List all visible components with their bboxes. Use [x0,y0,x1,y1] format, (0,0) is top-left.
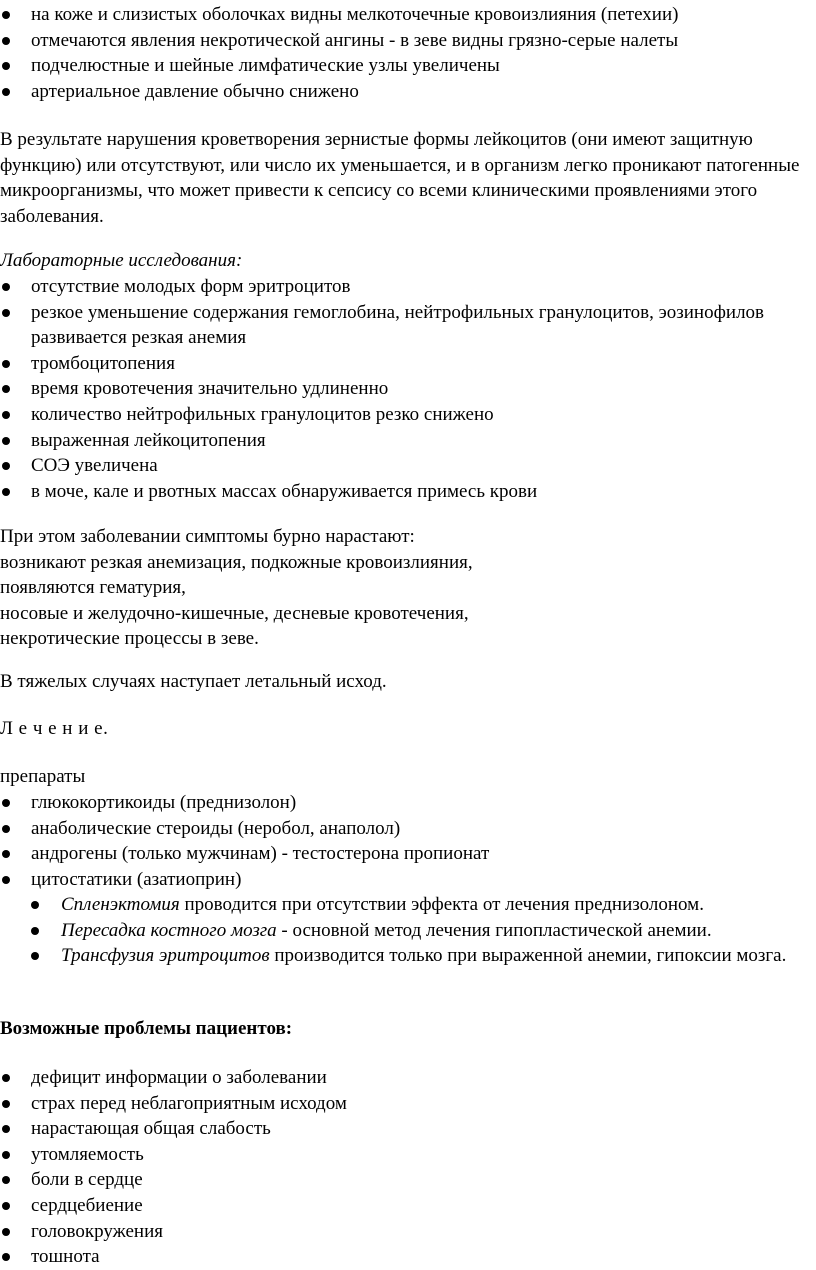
list-item [30,918,812,944]
text-line: носовые и желудочно-кишечные, десневые кровотечения, [0,602,469,624]
list-item: артериальное давление обычно снижено [0,79,812,105]
procedure-description: - основной метод лечения гипопластической анемии. [276,919,712,941]
procedure-description: производится только при выраженной анемии, гипоксии мозга. [269,945,787,967]
leukocytes-paragraph: В результате нарушения кроветворения зернистые формы лейкоцитов (они имеют защитную функцию) или отсутствуют, или число их уменьшается, и в организм легко проникают патогенные микроорганизмы, что может привести к сепсису со всеми клиническими проявлениями этого заболевания. [0,129,800,227]
text-line: некротические процессы в зеве. [0,628,259,650]
list-item: андрогены (только мужчинам) - тестостерона пропионат [0,841,812,867]
list-item: количество нейтрофильных гранулоцитов резко снижено [0,402,812,428]
list-item: дефицит информации о заболевании [0,1065,812,1091]
drugs-label: препараты [0,766,86,787]
procedure-term: Трансфузия эритроцитов [61,945,270,967]
list-item: подчелюстные и шейные лимфатические узлы увеличены [0,53,812,79]
list-item: анаболические стероиды (неробол, анаполол) [0,816,812,842]
list-item: время кровотечения значительно удлиненно [0,376,812,402]
list-item: страх перед неблагоприятным исходом [0,1091,812,1117]
list-item: на коже и слизистых оболочках видны мелкоточечные кровоизлияния (петехии) [0,2,812,28]
treatment-heading: Л е ч е н и е. [0,718,109,739]
list-item: отмечаются явления некротической ангины - в зеве видны грязно-серые налеты [0,28,812,54]
list-item: выраженная лейкоцитопения [0,428,812,454]
patient-problems-heading: Возможные проблемы пациентов: [0,1018,293,1039]
drugs-list [0,790,812,892]
list-item: нарастающая общая слабость [0,1116,812,1142]
procedure-term: Пересадка костного мозга [61,919,277,941]
symptoms-paragraph [0,524,812,652]
patient-problems-list [0,1065,812,1270]
list-item: глюкокортикоиды (преднизолон) [0,790,812,816]
list-item: резкое уменьшение содержания гемоглобина, нейтрофильных гранулоцитов, эозинофилов развивается резкая анемия [0,300,812,351]
list-item: головокружения [0,1219,812,1245]
list-item [30,892,812,918]
list-item: сердцебиение [0,1193,812,1219]
list-item: цитостатики (азатиоприн) [0,867,812,893]
list-item: отсутствие молодых форм эритроцитов [0,274,812,300]
lab-tests-list [0,274,812,504]
list-item: утомляемость [0,1142,812,1168]
procedure-term: Спленэктомия [61,894,180,915]
lab-tests-heading: Лабораторные исследования: [0,250,243,271]
symptoms-bullet-list [0,2,812,104]
list-item: боли в сердце [0,1167,812,1193]
procedures-list [30,892,812,969]
text-line: возникают резкая анемизация, подкожные кровоизлияния, [0,551,473,573]
list-item: тромбоцитопения [0,351,812,377]
text-line: При этом заболевании симптомы бурно нарастают: [0,526,415,547]
list-item: тошнота [0,1244,812,1270]
outcome-text: В тяжелых случаях наступает летальный исход. [0,671,387,692]
list-item: в моче, кале и рвотных массах обнаруживается примесь крови [0,479,812,505]
list-item: СОЭ увеличена [0,453,812,479]
list-item [30,943,812,969]
text-line: появляются гематурия, [0,577,186,599]
procedure-description: проводится при отсутствии эффекта от лечения преднизолоном. [179,894,704,915]
